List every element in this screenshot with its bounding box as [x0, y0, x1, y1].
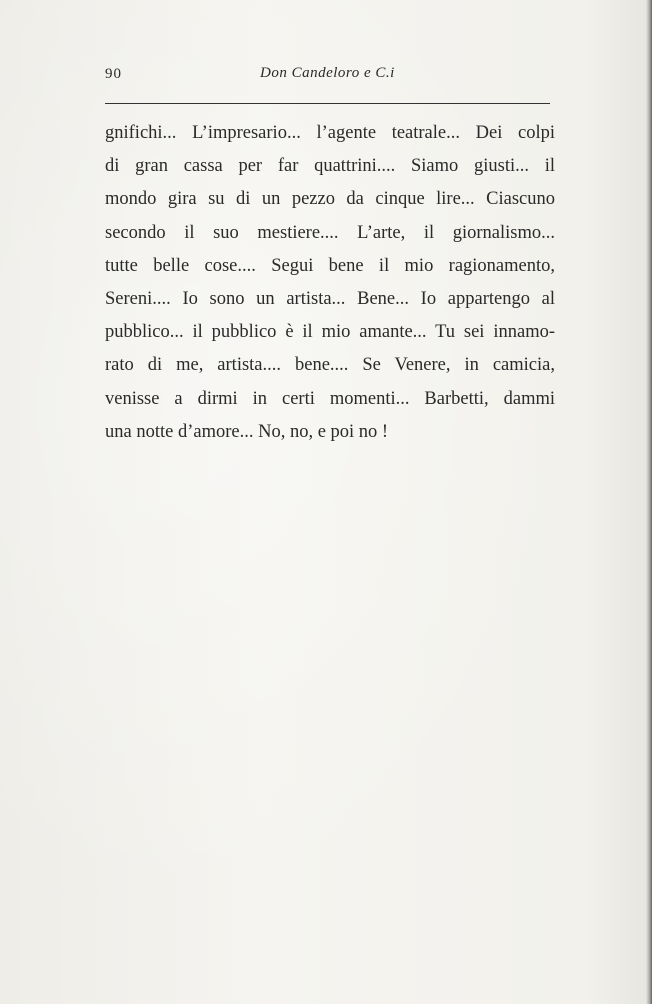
text-line: rato di me, artista.... bene.... Se Venere, in camicia,: [105, 355, 555, 376]
body-text: [105, 117, 555, 449]
text-line: una notte d’amore... No, no, e poi no !: [105, 421, 389, 442]
text-line: mondo gira su di un pezzo da cinque lire... Ciascuno: [105, 189, 555, 210]
page-edge-shadow: [646, 0, 652, 1004]
text-line: di gran cassa per far quattrini.... Siamo giusti... il: [105, 156, 555, 177]
running-title: Don Candeloro e C.i: [260, 65, 395, 81]
text-line: gnifichi... L’impresario... l’agente teatrale... Dei colpi: [105, 123, 555, 143]
page-header: [105, 62, 550, 90]
text-line: tutte belle cose.... Segui bene il mio ragionamento,: [105, 255, 555, 276]
text-line: Sereni.... Io sono un artista... Bene... Io appartengo al: [105, 288, 555, 309]
header-rule: [105, 103, 550, 104]
text-line: pubblico... il pubblico è il mio amante... Tu sei innamo-: [105, 322, 555, 343]
text-line: secondo il suo mestiere.... L’arte, il giornalismo...: [105, 222, 555, 243]
text-line: venisse a dirmi in certi momenti... Barbetti, dammi: [105, 388, 555, 409]
page-number: 90: [105, 66, 122, 82]
